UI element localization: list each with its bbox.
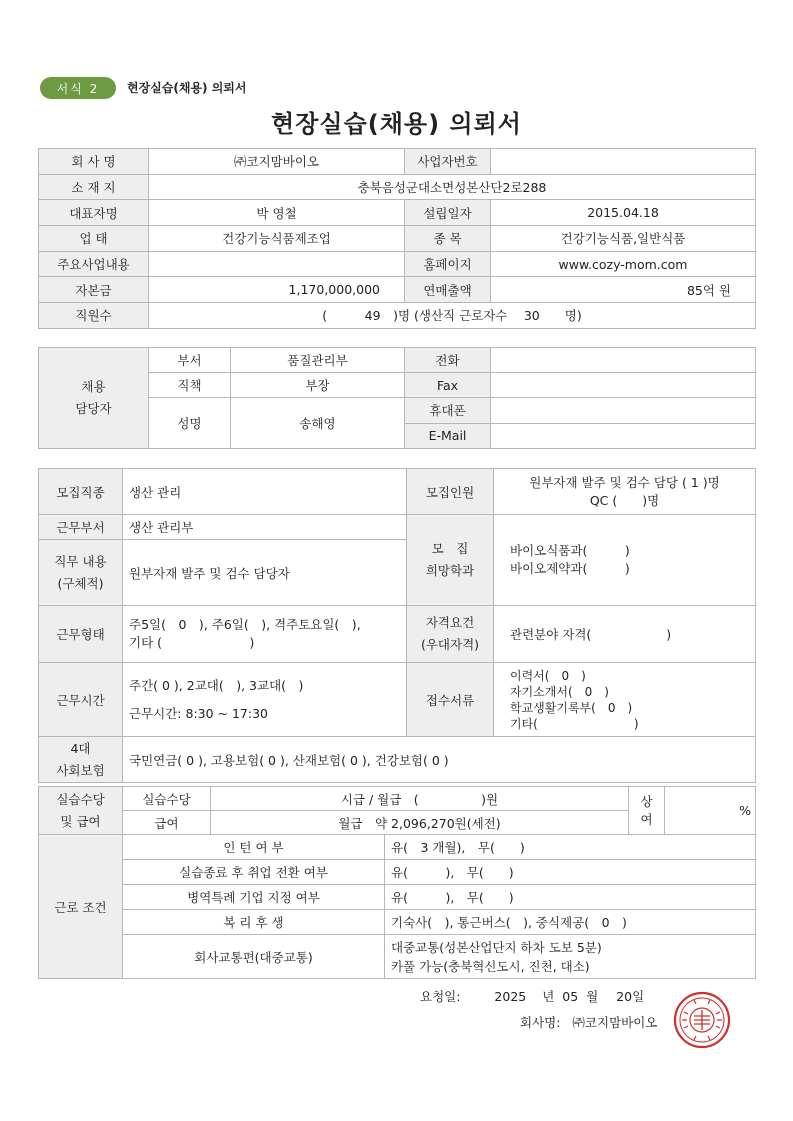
worktype-label: 근무형태 xyxy=(39,606,123,663)
bonus-value: % xyxy=(665,787,756,835)
capital-value: 1,170,000,000 xyxy=(149,277,405,303)
docs-item-4: 기타( ) xyxy=(510,716,639,731)
welfare-label: 복 리 후 생 xyxy=(123,910,385,935)
item-value: 건강기능식품,일반식품 xyxy=(491,226,756,252)
contact-position: 부장 xyxy=(231,373,405,398)
transport-value xyxy=(385,935,756,979)
contact-email xyxy=(491,423,756,448)
count-line1: 원부자재 발주 및 검수 담당 ( 1 )명 xyxy=(529,474,720,490)
contact-name: 송해영 xyxy=(231,398,405,448)
military-label: 병역특례 기업 지정 여부 xyxy=(123,885,385,910)
homepage-value: www.cozy-mom.com xyxy=(491,251,756,277)
bizno-label: 사업자번호 xyxy=(405,149,491,175)
request-date xyxy=(420,987,648,1005)
major-line1: 바이오식품과( ) xyxy=(510,543,630,558)
contact-fax-label: Fax xyxy=(405,373,491,398)
date-month: 05 xyxy=(562,989,579,1004)
date-month-unit: 월 xyxy=(586,989,599,1004)
conditions-table xyxy=(38,834,756,979)
duty-value: 원부자재 발주 및 검수 담당자 xyxy=(123,540,491,606)
transport-line2: 카풀 가능(충북혁신도시, 진천, 대소) xyxy=(391,958,590,974)
transport-label: 회사교통편(대중교통) xyxy=(123,935,385,979)
pay-table xyxy=(38,786,756,835)
sales-value: 85억 원 xyxy=(491,277,756,303)
qual-label: 자격요건 (우대자격) xyxy=(407,606,494,663)
worktype-line2: 기타 ( ) xyxy=(129,635,255,650)
contact-email-label: E-Mail xyxy=(405,423,491,448)
insurance-label: 4대 사회보험 xyxy=(39,737,123,783)
allowance-label: 실습수당 xyxy=(123,787,211,811)
founded-label: 설립일자 xyxy=(405,200,491,226)
industry-value: 건강기능식품제조업 xyxy=(149,226,405,252)
contact-table xyxy=(38,347,756,449)
ceo-label: 대표자명 xyxy=(39,200,149,226)
date-year: 2025 xyxy=(494,989,527,1004)
homepage-label: 홈페이지 xyxy=(405,251,491,277)
intern-value: 유( 3 개월), 무( ) xyxy=(385,835,756,860)
hours-line2: 근무시간: 8:30 ~ 17:30 xyxy=(129,705,268,721)
docs-label: 접수서류 xyxy=(407,663,494,737)
bonus-label: 상 여 xyxy=(629,787,665,835)
date-day: 20일 xyxy=(616,989,645,1004)
welfare-value: 기숙사( ), 통근버스( ), 중식제공( 0 ) xyxy=(385,910,756,935)
docs-item-1: 이력서( 0 ) xyxy=(510,668,586,683)
staff-value: ( 49 )명 (생산직 근로자수 30 명) xyxy=(149,303,756,329)
industry-label: 업 태 xyxy=(39,226,149,252)
count-label: 모집인원 xyxy=(407,469,494,515)
duty-label: 직무 내용 (구체적) xyxy=(39,540,123,606)
major-label: 모 집 희망학과 xyxy=(407,515,494,606)
transport-line1: 대중교통(성본산업단지 하차 도보 5분) xyxy=(391,939,602,955)
bizno-value xyxy=(491,149,756,175)
date-label: 요청일: xyxy=(420,989,461,1004)
item-label: 종 목 xyxy=(405,226,491,252)
signature-company xyxy=(520,1013,657,1031)
address-value: 충북음성군대소면성본산단2로288 xyxy=(149,174,756,200)
contact-fax xyxy=(491,373,756,398)
pay-label: 실습수당 및 급여 xyxy=(39,787,123,835)
docs-item-2: 자기소개서( 0 ) xyxy=(510,684,609,699)
company-name-label: 회 사 명 xyxy=(39,149,149,175)
business-label: 주요사업내용 xyxy=(39,251,149,277)
contact-dept: 품질관리부 xyxy=(231,348,405,373)
contact-phone xyxy=(491,348,756,373)
major-value xyxy=(494,515,756,606)
intern-label: 인 턴 여 부 xyxy=(123,835,385,860)
dept-label: 근무부서 xyxy=(39,515,123,540)
date-year-unit: 년 xyxy=(542,989,555,1004)
convert-label: 실습종료 후 취업 전환 여부 xyxy=(123,860,385,885)
docs-item-3: 학교생활기록부( 0 ) xyxy=(510,700,633,715)
sales-label: 연매출액 xyxy=(405,277,491,303)
contact-group-label: 채용 담당자 xyxy=(39,348,149,449)
form-number-badge: 서식 2 xyxy=(40,77,116,99)
company-name: ㈜코지맘바이오 xyxy=(149,149,405,175)
contact-mobile xyxy=(491,398,756,423)
salary-label: 급여 xyxy=(123,811,211,835)
military-value: 유( ), 무( ) xyxy=(385,885,756,910)
document-title: 현장실습(채용) 의뢰서 xyxy=(271,110,522,138)
qual-value: 관련분야 자격( ) xyxy=(494,606,756,663)
company-info-table xyxy=(38,148,756,329)
contact-dept-label: 부서 xyxy=(149,348,231,373)
business-value xyxy=(149,251,405,277)
ceo-value: 박 영철 xyxy=(149,200,405,226)
salary-value: 월급 약 2,096,270원(세전) xyxy=(211,811,629,835)
contact-phone-label: 전화 xyxy=(405,348,491,373)
docs-value xyxy=(494,663,756,737)
staff-label: 직원수 xyxy=(39,303,149,329)
count-value xyxy=(494,469,756,515)
hours-label: 근무시간 xyxy=(39,663,123,737)
address-label: 소 재 지 xyxy=(39,174,149,200)
form-name: 현장실습(채용) 의뢰서 xyxy=(127,81,247,95)
company-sign-name: ㈜코지맘바이오 xyxy=(572,1015,658,1030)
count-line2: QC ( )명 xyxy=(589,492,660,508)
job-value: 생산 관리 xyxy=(123,469,491,515)
contact-name-label: 성명 xyxy=(149,398,231,448)
contact-position-label: 직책 xyxy=(149,373,231,398)
major-line2: 바이오제약과( ) xyxy=(510,561,630,576)
company-sign-label: 회사명: xyxy=(520,1015,561,1030)
hours-line1: 주간( 0 ), 2교대( ), 3교대( ) xyxy=(129,677,304,693)
company-seal-icon xyxy=(672,990,732,1050)
dept-value: 생산 관리부 xyxy=(123,515,491,540)
insurance-value: 국민연금( 0 ), 고용보험( 0 ), 산재보험( 0 ), 건강보험( 0 ) xyxy=(123,737,756,783)
worktype-line1: 주5일( 0 ), 주6일( ), 격주토요일( ), xyxy=(129,617,361,632)
founded-value: 2015.04.18 xyxy=(491,200,756,226)
contact-mobile-label: 휴대폰 xyxy=(405,398,491,423)
conditions-group-label: 근로 조건 xyxy=(39,835,123,979)
capital-label: 자본금 xyxy=(39,277,149,303)
recruit-right-table xyxy=(406,468,756,737)
allowance-value: 시급 / 월급 ( )원 xyxy=(211,787,629,811)
convert-value: 유( ), 무( ) xyxy=(385,860,756,885)
job-label: 모집직종 xyxy=(39,469,123,515)
